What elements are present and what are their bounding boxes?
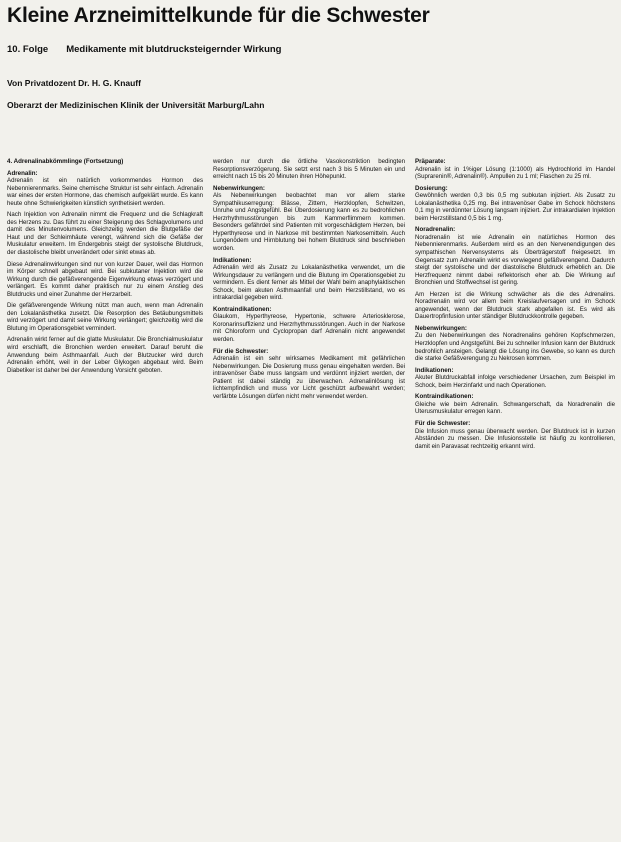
text-block — [213, 306, 405, 344]
paragraph: Gewöhnlich werden 0,3 bis 0,5 mg subkutan injiziert. Als Zusatz zu Lokalanästhetika 0,25 mg. Bei intravenöser Gabe im Schock höchstens 0,1 mg in verdünnter Lösung langsam injiziert. Zur intrakardialen Injektion beim Herzstillstand 0,5 bis 1 mg. — [415, 192, 615, 222]
paragraph: Gleiche wie beim Adrenalin. Schwangerschaft, da Noradrenalin die Uterusmuskulatur erregen kann. — [415, 400, 615, 416]
text-block — [415, 158, 615, 181]
text-block — [415, 291, 615, 321]
section-heading: Für die Schwester: — [213, 347, 269, 355]
section-heading: Indikationen: — [415, 366, 454, 374]
paragraph: Akuter Blutdruckabfall infolge verschiedener Ursachen, zum Beispiel im Schock, beim Herzinfarkt und nach Operationen. — [415, 374, 615, 389]
article-title: Kleine Arzneimittelkunde für die Schwester — [7, 4, 430, 27]
author-line: Von Privatdozent Dr. H. G. Knauff — [7, 78, 141, 88]
text-block — [7, 211, 203, 256]
text-block — [415, 185, 615, 223]
paragraph: Adrenalin ist ein sehr wirksames Medikament mit gefährlichen Nebenwirkungen. Die Dosierung muss genau eingehalten werden. Bei intravenöser Gabe muss langsam und verdünnt injiziert werden, der Patient ist dabei ständig zu überwachen. Adrenalinlösung ist lichtempfindlich und muss vor Licht geschützt aufbewahrt werden; verfärbte Lösungen dürfen nicht mehr verwendet werden. — [213, 355, 405, 400]
text-block — [415, 420, 615, 450]
article-subtitle: Medikamente mit blutdrucksteigernder Wirkung — [66, 44, 282, 55]
paragraph: Als Nebenwirkungen beobachtet man vor allem starke Sympathikuserregung: Blässe, Zittern, Herzklopfen, Schwitzen, Unruhe und Angstgefühl. Bei Überdosierung kann es zu bedrohlichen Herzrhythmusstörungen bis zum Kammerflimmern kommen. Besonders gefährdet sind Patienten mit vorgeschädigtem Herzen, bei Hyperthyreose und in Narkose mit bestimmten Narkosemitteln. Auch Lungenödem und Hirnblutung bei hohem Blutdruck sind beschrieben worden. — [213, 192, 405, 253]
paragraph: Adrenalin ist ein natürlich vorkommendes Hormon des Nebennierenmarks. Seine chemische Struktur ist sehr einfach. Adrenalin war eines der ersten Hormone, das chemisch aufgeklärt wurde. Es kann heute ohne Schwierigkeiten künstlich synthetisiert werden. — [7, 177, 203, 207]
series-number: 10. Folge — [7, 44, 49, 55]
text-block — [7, 302, 203, 332]
section-heading: Präparate: — [415, 158, 446, 165]
section-heading: Kontraindikationen: — [213, 305, 272, 313]
text-block — [415, 325, 615, 363]
text-block — [7, 261, 203, 299]
section-heading: Noradrenalin: — [415, 226, 456, 234]
section-heading: Indikationen: — [213, 256, 252, 264]
section-heading: Nebenwirkungen: — [213, 184, 265, 192]
paragraph: Am Herzen ist die Wirkung schwächer als die des Adrenalins. Noradrenalin wird vor allem beim Kreislaufversagen und im Schock angewendet, wenn der Blutdruck stark abgefallen ist. Es wird als Dauertropfinfusion unter ständiger Blutdruckkontrolle gegeben. — [415, 290, 615, 321]
paragraph: Adrenalin wirkt ferner auf die glatte Muskulatur. Die Bronchialmuskulatur wird erschlafft, die Bronchien werden erweitert. Darauf beruht die Anwendung beim Asthmaanfall. Auch der Blutzucker wird durch Adrenalin erhöht, weil in der Leber Glykogen abgebaut wird. Beim Diabetiker ist daher bei der Anwendung Vorsicht geboten. — [7, 336, 203, 374]
paragraph: Adrenalin wird als Zusatz zu Lokalanästhetika verwendet, um die Wirkungsdauer zu verlängern und die Blutung im Operationsgebiet zu vermindern. Es dient ferner als Mittel der Wahl beim anaphylaktischen Schock, beim akuten Asthmaanfall und beim Herzstillstand, wo es intrakardial gegeben wird. — [213, 264, 405, 302]
series-line — [7, 44, 281, 55]
text-block — [213, 257, 405, 302]
section-heading: Für die Schwester: — [415, 419, 471, 427]
paragraph: Adrenalin ist in 1%iger Lösung (1:1000) als Hydrochlorid im Handel (Suprarenin®, Adrenalin®). Ampullen zu 1 ml; Flaschen zu 25 ml. — [415, 165, 615, 181]
paragraph: Die Infusion muss genau überwacht werden. Der Blutdruck ist in kurzen Abständen zu messen. Die Infusionsstelle ist häufig zu kontrollieren, damit ein Paravasat rechtzeitig erkannt wird. — [415, 427, 615, 450]
text-column-2 — [213, 158, 405, 838]
text-block — [7, 158, 203, 166]
affiliation-line: Oberarzt der Medizinischen Klinik der Universität Marburg/Lahn — [7, 100, 265, 110]
text-block — [213, 158, 405, 181]
text-block — [7, 336, 203, 374]
section-heading: Nebenwirkungen: — [415, 324, 467, 332]
paragraph: werden nur durch die örtliche Vasokonstriktion bedingten Resorptionsverzögerung. Sie setzt erst nach 3 bis 5 Minuten ein und erreicht nach 15 bis 20 Minuten ihren Höhepunkt. — [213, 158, 405, 181]
text-block — [415, 367, 615, 390]
paragraph: Noradrenalin ist wie Adrenalin ein natürliches Hormon des Nebennierenmarks. Außerdem wird es an den Nervenendigungen des sympathischen Nervensystems als Überträgerstoff freigesetzt. Im Gegensatz zum Adrenalin wirkt es vorwiegend gefäßverengend. Dadurch steigt der systolische und der diastolische Blutdruck erheblich an. Die Herzfrequenz nimmt dabei reflektorisch eher ab. Die Wirkung auf Bronchien und Stoffwechsel ist gering. — [415, 233, 615, 287]
text-block — [415, 393, 615, 416]
text-block — [415, 226, 615, 286]
section-heading: Kontraindikationen: — [415, 393, 474, 401]
text-column-1 — [7, 158, 203, 838]
text-column-3 — [415, 158, 615, 838]
paragraph: Nach Injektion von Adrenalin nimmt die Frequenz und die Schlagkraft des Herzens zu. Das führt zu einer Steigerung des Schlagvolumens und damit des Minutenvolumens. Gleichzeitig werden die Blutgefäße der Haut und der Schleimhäute verengt, während sich die Gefäße der Muskulatur erweitern. Im Endergebnis steigt der systolische Blutdruck, der diastolische bleibt unverändert oder sinkt etwas ab. — [7, 211, 203, 257]
paragraph: Diese Adrenalinwirkungen sind nur von kurzer Dauer, weil das Hormon im Körper schnell abgebaut wird. Bei subkutaner Injektion wird die Wirkung durch die gefäßverengende Eigenwirkung etwas verzögert und verlängert. Es kommt daher praktisch nur zu einem Anstieg des Blutdrucks und einer Zunahme der Herzarbeit. — [7, 260, 203, 298]
section-heading: Dosierung: — [415, 184, 448, 192]
section-heading: Adrenalin: — [7, 169, 38, 177]
section-heading: 4. Adrenalinabkömmlinge (Fortsetzung) — [7, 158, 124, 165]
paragraph: Die gefäßverengende Wirkung nützt man auch, wenn man Adrenalin den Lokalanästhetika zusetzt. Die Resorption des Betäubungsmittels wird verzögert und damit seine Wirkung verlängert; gleichzeitig wird die Blutung im Operationsgebiet vermindert. — [7, 302, 203, 332]
text-block — [213, 348, 405, 401]
text-block — [7, 170, 203, 208]
text-block — [213, 185, 405, 253]
paragraph: Zu den Nebenwirkungen des Noradrenalins gehören Kopfschmerzen, Herzklopfen und Angstgefühl. Bei zu schneller Infusion kann der Blutdruck bedrohlich ansteigen. Gelangt die Lösung ins Gewebe, so kann es durch die starke Gefäßverengung zu Nekrosen kommen. — [415, 332, 615, 363]
paragraph: Glaukom, Hyperthyreose, Hypertonie, schwere Arteriosklerose, Koronarinsuffizienz und Herzrhythmusstörungen. Auch in der Narkose mit Chloroform und Cyclopropan darf Adrenalin nicht angewendet werden. — [213, 313, 405, 344]
